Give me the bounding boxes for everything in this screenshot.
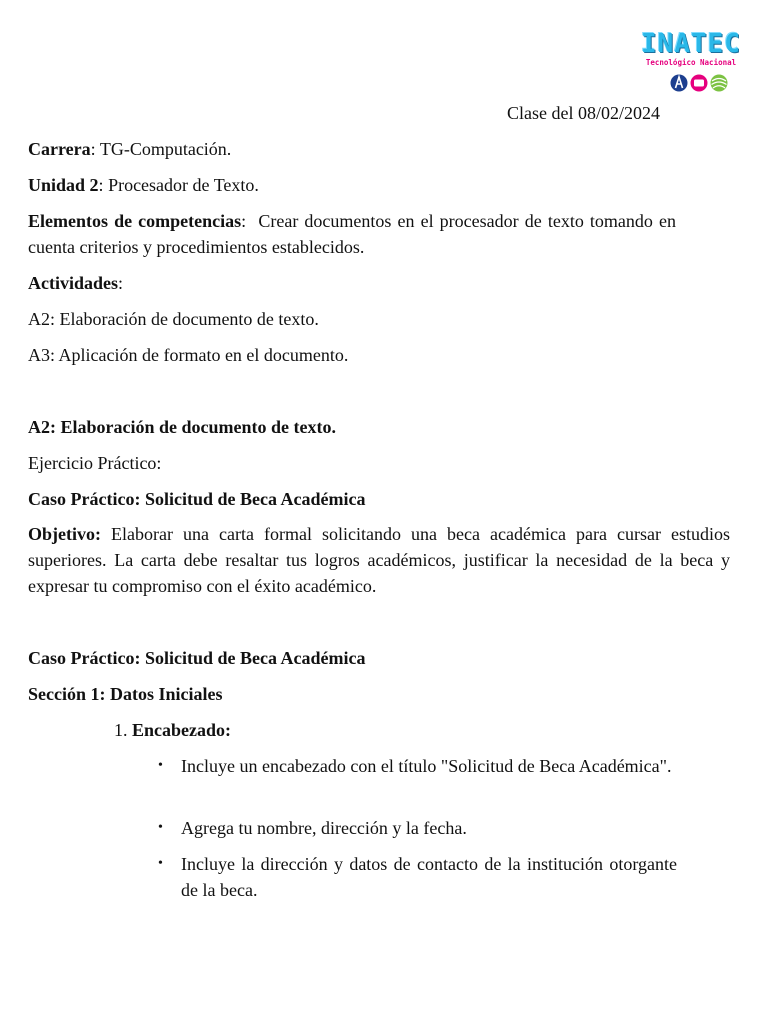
bullet-item-3: Incluye la dirección y datos de contacto de la institución otorgante de la beca. <box>181 854 677 900</box>
list-item-encabezado <box>114 717 231 743</box>
inatec-logo <box>628 28 752 100</box>
list-number: 1. <box>114 720 128 740</box>
actividad-a2: A2: Elaboración de documento de texto. <box>28 309 319 329</box>
logo-emblems-icon <box>670 72 730 94</box>
caso-practico-title-2: Caso Práctico: Solicitud de Beca Académica <box>28 648 366 668</box>
bullet-item-2: Agrega tu nombre, dirección y la fecha. <box>181 818 467 838</box>
elementos-label: Elementos de competencias <box>28 211 242 231</box>
objetivo-text: Elaborar una carta formal solicitando una beca académica para cursar estudios superiores. La carta debe resaltar tus logros académicos, justificar la necesidad de la beca y expresar tu compromiso con el éxito académico. <box>28 524 730 596</box>
bullet-icon: • <box>158 820 163 835</box>
ejercicio-label: Ejercicio Práctico: <box>28 453 162 473</box>
actividad-a3: A3: Aplicación de formato en el documento. <box>28 345 349 365</box>
unidad-sep: : <box>98 175 109 195</box>
carrera-value: TG-Computación. <box>99 139 232 159</box>
a2-heading: A2: Elaboración de documento de texto. <box>28 417 336 437</box>
seccion-1-title: Sección 1: Datos Iniciales <box>28 684 223 704</box>
class-date: Clase del 08/02/2024 <box>507 103 660 123</box>
objetivo-paragraph <box>28 521 730 599</box>
actividades-heading <box>28 270 123 296</box>
carrera-line <box>28 136 231 162</box>
objetivo-label: Objetivo: <box>28 524 101 544</box>
elementos-sep: : <box>241 211 259 231</box>
unidad-value: Procesador de Texto. <box>108 175 259 195</box>
bullet-icon: • <box>158 856 163 871</box>
unidad-line <box>28 172 259 198</box>
logo-wordmark: INATEC <box>641 29 741 59</box>
bullet-icon: • <box>158 758 163 773</box>
actividades-sep: : <box>118 273 124 293</box>
bullet-item-1: Incluye un encabezado con el título "Solicitud de Beca Académica". <box>181 756 672 776</box>
actividades-label: Actividades <box>28 273 118 293</box>
unidad-label: Unidad 2 <box>28 175 99 195</box>
elementos-value: Crear documentos en el procesador de texto tomando en cuenta criterios y procedimientos establecidos. <box>28 211 676 257</box>
caso-practico-title: Caso Práctico: Solicitud de Beca Académica <box>28 489 366 509</box>
carrera-label: Carrera <box>28 139 91 159</box>
list-item-title: Encabezado: <box>132 720 231 740</box>
carrera-sep: : <box>90 139 100 159</box>
logo-tagline: Tecnológico Nacional <box>645 58 737 67</box>
elementos-paragraph <box>28 208 676 260</box>
